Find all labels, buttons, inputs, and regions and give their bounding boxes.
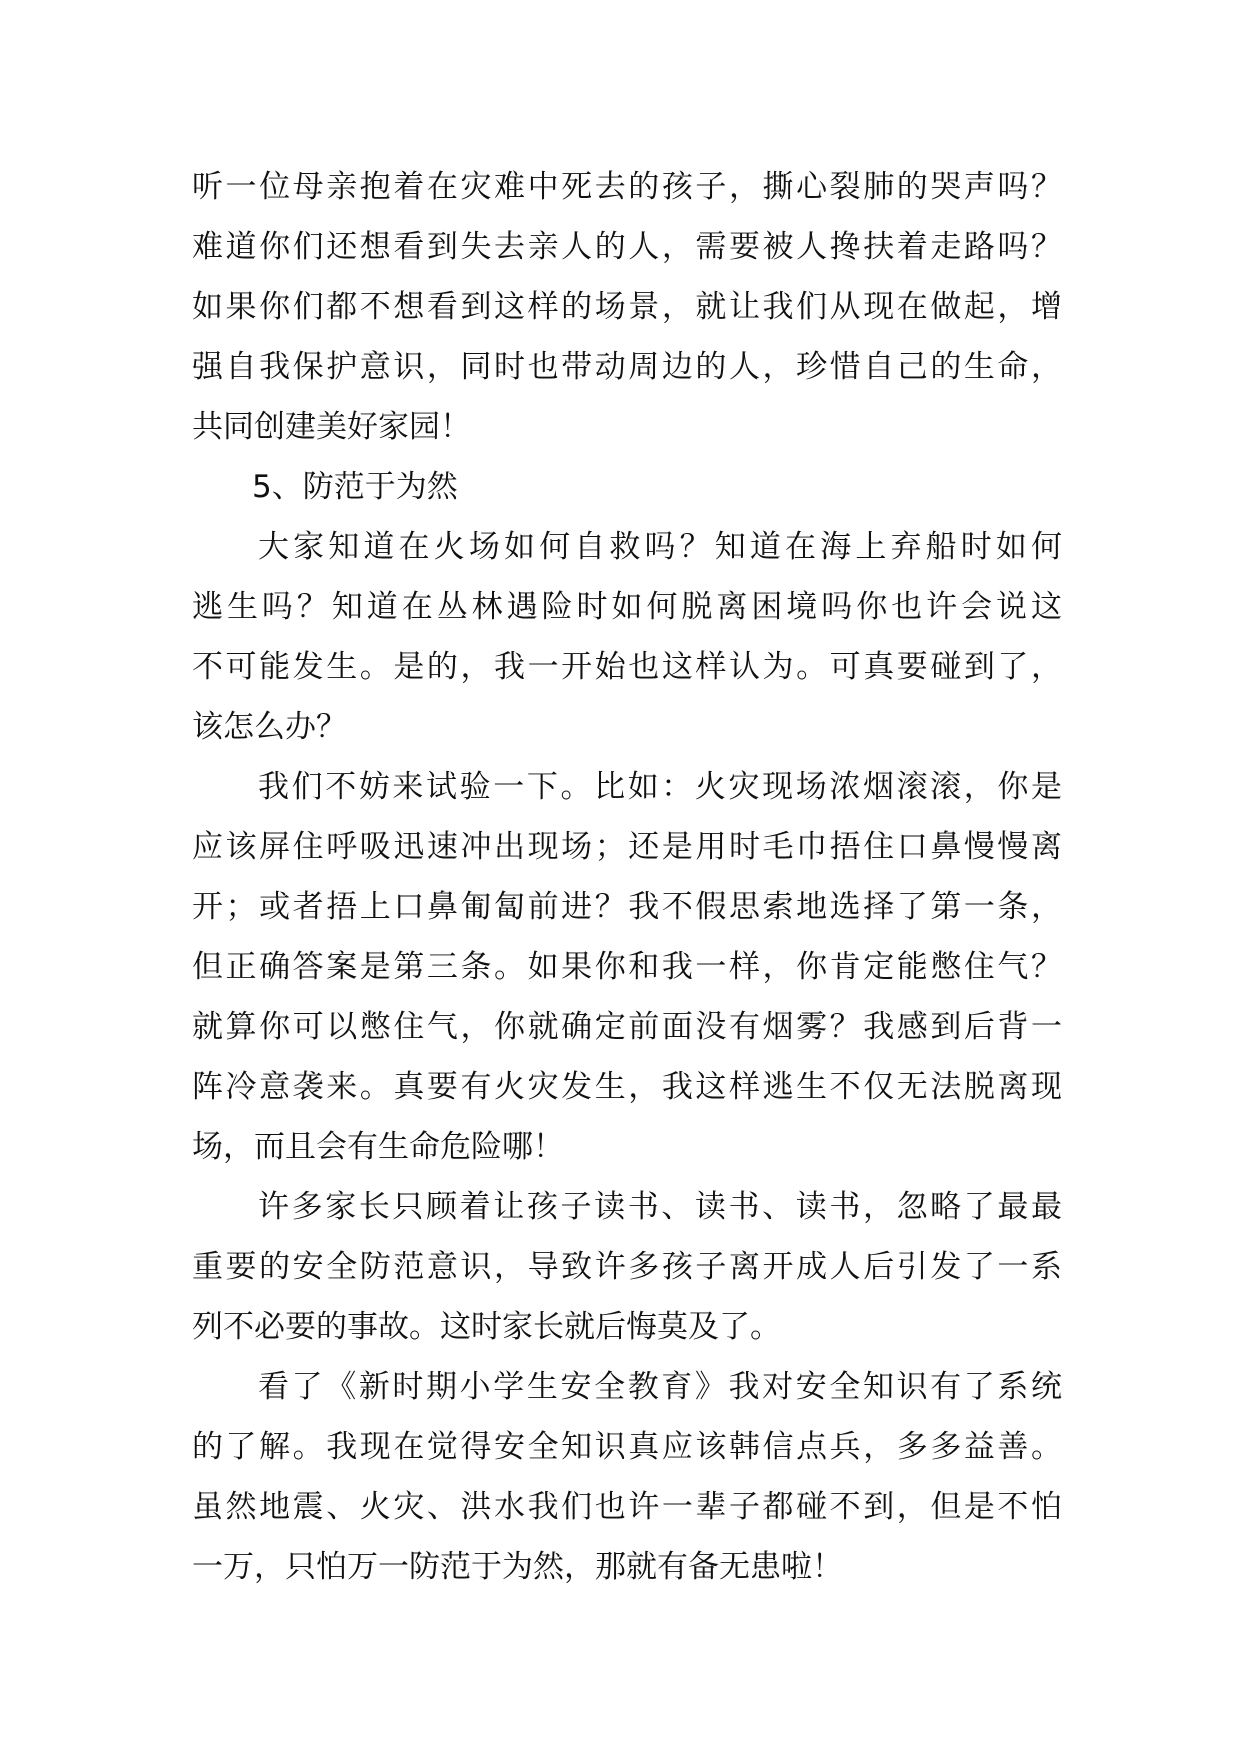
text-line: 开；或者捂上口鼻匍匐前进？我不假思索地选择了第一条， [192, 889, 1062, 925]
text-line: 列不必要的事故。这时家长就后悔莫及了。 [192, 1309, 781, 1345]
text-line: 强自我保护意识，同时也带动周边的人，珍惜自己的生命， [192, 349, 1062, 385]
text-line: 一万，只怕万一防范于为然，那就有备无患啦！ [192, 1549, 843, 1585]
text-line: 难道你们还想看到失去亲人的人，需要被人搀扶着走路吗？ [192, 229, 1062, 265]
text-line: 应该屏住呼吸迅速冲出现场；还是用时毛巾捂住口鼻慢慢离 [192, 829, 1062, 865]
text-line: 虽然地震、火灾、洪水我们也许一辈子都碰不到，但是不怕 [192, 1489, 1062, 1525]
text-line: 共同创建美好家园！ [192, 409, 471, 445]
text-line: 不可能发生。是的，我一开始也这样认为。可真要碰到了， [192, 649, 1062, 685]
paragraph-first-line: 我们不妨来试验一下。比如：火灾现场浓烟滚滚，你是 [258, 769, 1062, 805]
paragraph-first-line: 看了《新时期小学生安全教育》我对安全知识有了系统 [258, 1369, 1062, 1405]
text-line: 就算你可以憋住气，你就确定前面没有烟雾？我感到后背一 [192, 1009, 1062, 1045]
text-line: 但正确答案是第三条。如果你和我一样，你肯定能憋住气？ [192, 949, 1062, 985]
text-line: 场，而且会有生命危险哪！ [192, 1129, 564, 1165]
paragraph-first-line: 大家知道在火场如何自救吗？知道在海上弃船时如何 [258, 529, 1062, 565]
text-line: 如果你们都不想看到这样的场景，就让我们从现在做起，增 [192, 289, 1062, 325]
text-line: 重要的安全防范意识，导致许多孩子离开成人后引发了一系 [192, 1249, 1062, 1285]
section-heading: 5、防范于为然 [252, 469, 458, 505]
text-line: 该怎么办？ [192, 709, 347, 745]
text-line: 阵冷意袭来。真要有火灾发生，我这样逃生不仅无法脱离现 [192, 1069, 1062, 1105]
text-line: 听一位母亲抱着在灾难中死去的孩子，撕心裂肺的哭声吗？ [192, 169, 1062, 205]
text-line: 的了解。我现在觉得安全知识真应该韩信点兵，多多益善。 [192, 1429, 1062, 1465]
text-line: 逃生吗？知道在丛林遇险时如何脱离困境吗你也许会说这 [192, 589, 1062, 625]
paragraph-first-line: 许多家长只顾着让孩子读书、读书、读书，忽略了最最 [258, 1189, 1062, 1225]
